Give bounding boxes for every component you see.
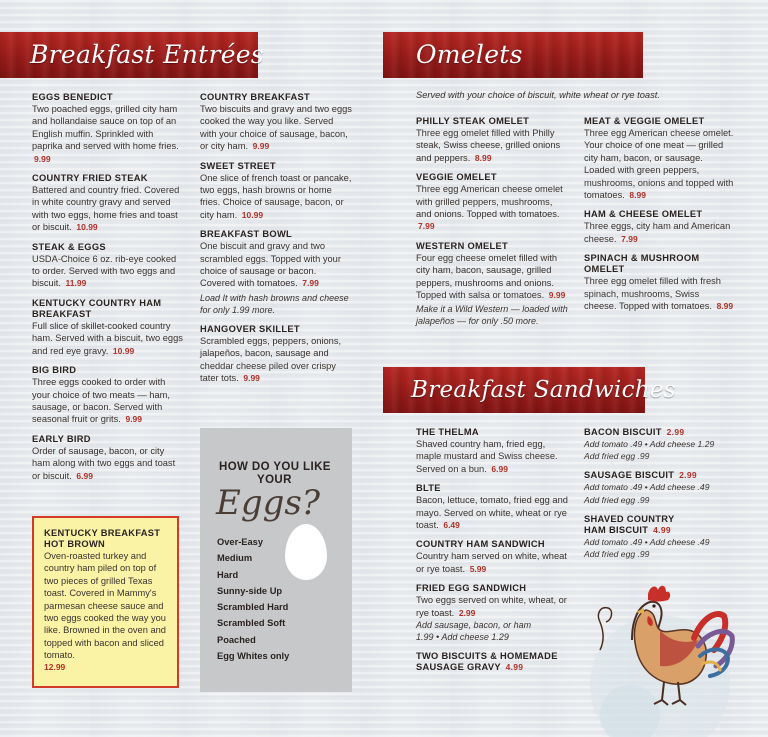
- item-name: STEAK & EGGS: [32, 241, 106, 252]
- item-name: COUNTRY HAM SANDWICH: [416, 539, 545, 550]
- item-description: Bacon, lettuce, tomato, fried egg and mayo. Served on white, wheat or rye toast.: [416, 495, 568, 531]
- item-name: COUNTRY FRIED STEAK: [32, 173, 148, 184]
- menu-item: [32, 434, 184, 482]
- egg-icon: [285, 524, 327, 580]
- item-name: HAM & CHEESE OMELET: [584, 209, 703, 220]
- item-desc: [200, 172, 352, 222]
- sandwiches-column-1: [416, 427, 568, 681]
- item-description: Full slice of skillet-cooked country ham. Served with a biscuit, two eggs and red eye gravy.: [32, 320, 183, 356]
- item-desc: Oven-roasted turkey and country ham piled on top of two pieces of grilled Texas toast. Covered in Mammy's parmesan cheese sauce and two eggs cooked the way you like. Browned in the oven and topped with bacon and sliced tomato.: [44, 551, 166, 661]
- item-price: 6.49: [443, 520, 460, 531]
- menu-item: [416, 483, 568, 531]
- menu-item: [416, 539, 568, 575]
- item-desc: [584, 220, 734, 245]
- item-name: MEAT & VEGGIE OMELET: [584, 116, 705, 126]
- item-price: 9.99: [548, 290, 566, 301]
- item-name-text: SAUSAGE BISCUIT: [584, 470, 675, 481]
- egg-option: Medium: [217, 553, 253, 564]
- item-name: KENTUCKY BREAKFAST HOT BROWN: [44, 528, 161, 549]
- item-price: 9.99: [34, 153, 51, 164]
- menu-item: [32, 173, 184, 234]
- item-desc: [200, 335, 352, 385]
- egg-option: Over-Easy: [217, 537, 263, 547]
- eggs-script-title: Eggs?: [216, 483, 321, 523]
- item-description: Two biscuits and gravy and two eggs cooked the way you like. Served with your choice of sausage, bacon, or city ham.: [200, 104, 352, 152]
- item-price: 4.99: [505, 662, 524, 673]
- menu-item: [416, 583, 568, 643]
- menu-item: [200, 229, 352, 316]
- item-name: BLTE: [416, 483, 441, 494]
- item-price: 8.99: [716, 301, 734, 312]
- entrees-column-2: [200, 92, 352, 393]
- item-desc: [416, 438, 568, 475]
- item-name: SWEET STREET: [200, 160, 276, 171]
- item-description: Three egg omelet filled with Philly steak, Swiss cheese, grilled onions and peppers.: [416, 128, 561, 163]
- menu-item: [416, 116, 568, 164]
- hot-brown-callout: [32, 516, 179, 688]
- menu-item: [416, 427, 568, 475]
- item-price: 9.99: [125, 414, 143, 425]
- item-note: Load It with hash browns and cheese for only 1.99 more.: [200, 292, 349, 315]
- item-price: 7.99: [302, 278, 319, 289]
- item-description: Three egg American cheese omelet. Your choice of one meat — grilled city ham, bacon, or sausage. Loaded with green peppers, mushrooms, onions and topped with tomatoes.: [584, 128, 734, 201]
- item-description: USDA-Choice 6 oz. rib-eye cooked to order. Served with two eggs and biscuit.: [32, 253, 177, 289]
- item-name: KENTUCKY COUNTRY HAM BREAKFAST: [32, 297, 162, 319]
- item-description: Country ham served on white, wheat or rye toast.: [416, 551, 567, 574]
- item-description: Battered and country fried. Covered in white country gravy and served with two eggs, home fries and toast or biscuit.: [32, 185, 180, 233]
- menu-item: [32, 365, 184, 426]
- item-description: Two poached eggs, grilled city ham and hollandaise sauce on top of an English muffin. Sprinkled with paprika and served with home fries.: [32, 104, 179, 152]
- menu-item: [200, 161, 352, 222]
- item-price: 2.99: [666, 427, 685, 437]
- item-name: [416, 651, 568, 673]
- item-price: 10.99: [76, 222, 98, 233]
- item-addon: Add tomato .49 • Add cheese .49: [584, 536, 710, 547]
- item-description: Scrambled eggs, peppers, onions, jalapeños, bacon, sausage and cheddar cheese piled over crispy tater tots.: [200, 335, 342, 384]
- item-price: 2.99: [458, 607, 476, 618]
- item-addon: Add fried egg .99: [584, 494, 650, 505]
- entrees-column-1: [32, 92, 184, 490]
- breakfast-sandwiches-banner: Breakfast Sandwiches: [383, 367, 645, 413]
- item-name: EARLY BIRD: [32, 433, 91, 444]
- egg-option: Scrambled Soft: [217, 618, 286, 629]
- item-name: [584, 514, 694, 536]
- egg-option: Scrambled Hard: [217, 602, 289, 613]
- item-desc: [416, 183, 568, 233]
- item-desc: [416, 252, 568, 302]
- item-desc: [32, 320, 184, 357]
- menu-item: [584, 514, 734, 560]
- omelets-note: Served with your choice of biscuit, white wheat or rye toast.: [416, 90, 660, 100]
- item-price: 9.99: [243, 373, 260, 384]
- item-desc: [200, 103, 352, 153]
- item-name: SPINACH & MUSHROOM OMELET: [584, 253, 700, 275]
- item-name-text: SHAVED COUNTRY HAM BISCUIT: [584, 513, 675, 535]
- menu-item: [32, 92, 184, 165]
- item-description: One slice of french toast or pancake, two eggs, hash browns or home fries. Choice of sausage, bacon, or city ham.: [200, 172, 352, 220]
- item-price: 9.99: [252, 141, 270, 152]
- sandwiches-column-2: [584, 427, 734, 568]
- menu-item: [32, 298, 184, 357]
- item-name: FRIED EGG SANDWICH: [416, 583, 527, 594]
- eggs-title-line-1: HOW DO YOU LIKE: [219, 461, 331, 473]
- item-desc: [416, 494, 568, 531]
- item-description: Three eggs cooked to order with your choice of two meats — ham, sausage, or bacon. Served with seasonal fruit or grits.: [32, 377, 170, 425]
- item-addon: Add tomato .49 • Add cheese 1.29: [584, 439, 715, 449]
- item-price: 8.99: [474, 152, 492, 163]
- omelets-column-2: [584, 116, 734, 320]
- item-price: 6.99: [76, 470, 93, 481]
- item-addon: Add fried egg .99: [584, 549, 650, 560]
- item-description: Three eggs, city ham and American cheese.: [584, 221, 731, 244]
- egg-option: Egg Whites only: [217, 651, 290, 662]
- menu-item: [584, 427, 734, 462]
- omelets-banner: Omelets: [383, 32, 643, 78]
- item-desc: [32, 376, 184, 426]
- item-name: THE THELMA: [416, 427, 479, 437]
- menu-item: [584, 253, 734, 312]
- menu-item: [200, 324, 352, 385]
- item-price: 10.99: [241, 209, 264, 220]
- item-desc: [584, 127, 734, 201]
- item-desc: [32, 253, 184, 290]
- item-name: HANGOVER SKILLET: [200, 323, 300, 334]
- menu-item: [584, 116, 734, 201]
- item-price: 10.99: [112, 345, 135, 356]
- item-desc: [416, 127, 568, 164]
- item-description: Three egg omelet filled with fresh spinach, mushrooms, Swiss cheese. Topped with tomatoes.: [584, 276, 721, 312]
- rooster-illustration: [560, 570, 768, 737]
- item-desc: [416, 594, 568, 619]
- menu-item: [584, 209, 734, 245]
- item-price: 12.99: [44, 661, 66, 672]
- menu-item: [416, 241, 568, 328]
- egg-option: Hard: [217, 569, 239, 580]
- item-name-text: BACON BISCUIT: [584, 427, 662, 437]
- item-addon: Add tomato .49 • Add cheese .49: [584, 482, 710, 493]
- item-description: Four egg cheese omelet filled with city ham, bacon, sausage, grilled peppers, mushrooms and onions. Topped with salsa or tomatoes.: [416, 252, 558, 301]
- item-description: Order of sausage, bacon, or city ham along with two eggs and toast or biscuit.: [32, 445, 176, 481]
- eggs-options-list: [217, 534, 289, 664]
- item-note: Make it a Wild Western — loaded with jalapeños — for only .50 more.: [416, 304, 568, 327]
- egg-option: Poached: [217, 634, 256, 645]
- egg-option: Sunny-side Up: [217, 585, 283, 596]
- item-name: BIG BIRD: [32, 365, 77, 376]
- menu-item: [416, 651, 568, 673]
- item-name: WESTERN OMELET: [416, 240, 509, 251]
- item-description: One biscuit and gravy and two scrambled eggs. Topped with your choice of sausage or bacon. Covered with tomatoes.: [200, 241, 341, 289]
- item-name-text: TWO BISCUITS & HOMEMADE SAUSAGE GRAVY: [416, 651, 558, 673]
- item-name: [584, 427, 734, 438]
- menu-item: [584, 470, 734, 505]
- item-price: 4.99: [653, 524, 671, 535]
- item-desc: [200, 240, 352, 290]
- menu-item: [200, 92, 352, 153]
- item-price: 2.99: [679, 470, 697, 481]
- eggs-style-panel: [200, 428, 352, 692]
- breakfast-entrees-banner: Breakfast Entrées: [0, 32, 258, 78]
- item-name: EGGS BENEDICT: [32, 92, 113, 102]
- item-desc: [416, 550, 568, 575]
- item-name: VEGGIE OMELET: [416, 172, 497, 183]
- item-price: 6.99: [491, 463, 508, 474]
- menu-item: [32, 242, 184, 290]
- item-desc: [32, 445, 184, 482]
- item-description: Shaved country ham, fried egg, maple mustard and Swiss cheese. Served on a bun.: [416, 439, 558, 474]
- menu-item: [416, 172, 568, 233]
- item-description: Two eggs served on white, wheat, or rye toast.: [416, 595, 567, 618]
- item-price: 8.99: [629, 190, 646, 201]
- item-price: 5.99: [469, 563, 487, 574]
- item-price: 7.99: [621, 233, 638, 244]
- item-note: Add sausage, bacon, or ham 1.99 • Add cheese 1.29: [416, 620, 532, 643]
- item-description: Three egg American cheese omelet with grilled peppers, mushrooms, and onions. Topped with tomatoes.: [416, 184, 563, 220]
- item-name: BREAKFAST BOWL: [200, 229, 292, 240]
- item-name: COUNTRY BREAKFAST: [200, 92, 310, 102]
- item-name: PHILLY STEAK OMELET: [416, 116, 530, 126]
- item-desc: [32, 184, 184, 234]
- item-desc: [32, 103, 184, 165]
- eggs-title-line-2: YOUR: [257, 474, 292, 486]
- item-desc: [584, 275, 734, 312]
- omelets-column-1: [416, 116, 568, 335]
- item-name: [584, 470, 734, 481]
- item-price: 7.99: [418, 221, 435, 232]
- item-addon: Add fried egg .99: [584, 451, 650, 462]
- item-price: 11.99: [65, 278, 87, 289]
